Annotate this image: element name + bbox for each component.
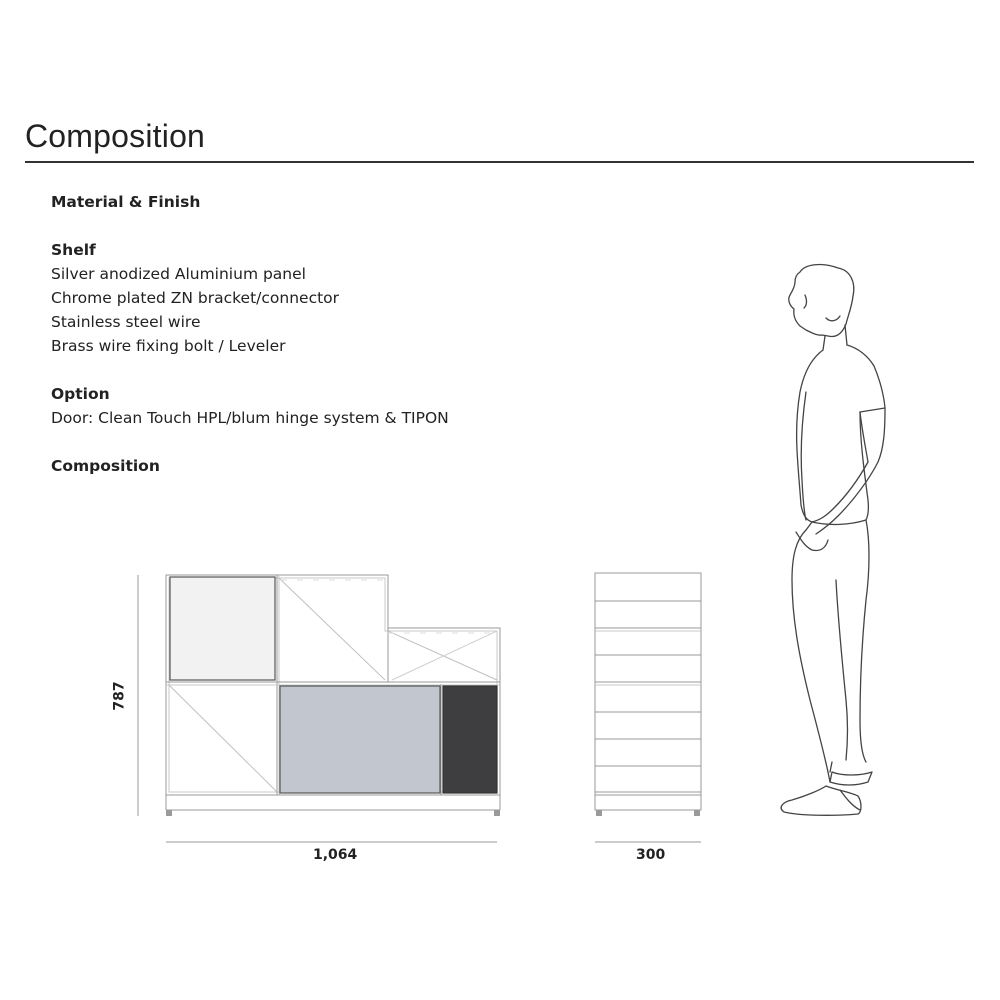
door-panel-grey [280,686,440,793]
shelf-item: Silver anodized Aluminium panel [51,265,306,283]
option-heading: Option [51,385,110,403]
height-dimension-label: 787 [111,681,128,711]
shelf-item: Chrome plated ZN bracket/connector [51,289,340,307]
depth-dimension-label: 300 [636,847,666,863]
side-elevation [595,573,701,816]
width-dimension-label: 1,064 [313,847,358,863]
material-finish-heading: Material & Finish [51,193,201,211]
door-panel-light [170,577,275,680]
shelf-item: Brass wire fixing bolt / Leveler [51,337,286,355]
page-title: Composition [25,118,206,154]
shelf-item: Stainless steel wire [51,313,201,331]
composition-heading: Composition [51,457,160,475]
door-panel-dark [443,686,497,793]
shelf-heading: Shelf [51,241,96,259]
human-figure [781,265,885,816]
option-text: Door: Clean Touch HPL/blum hinge system & TIPON [51,409,449,427]
